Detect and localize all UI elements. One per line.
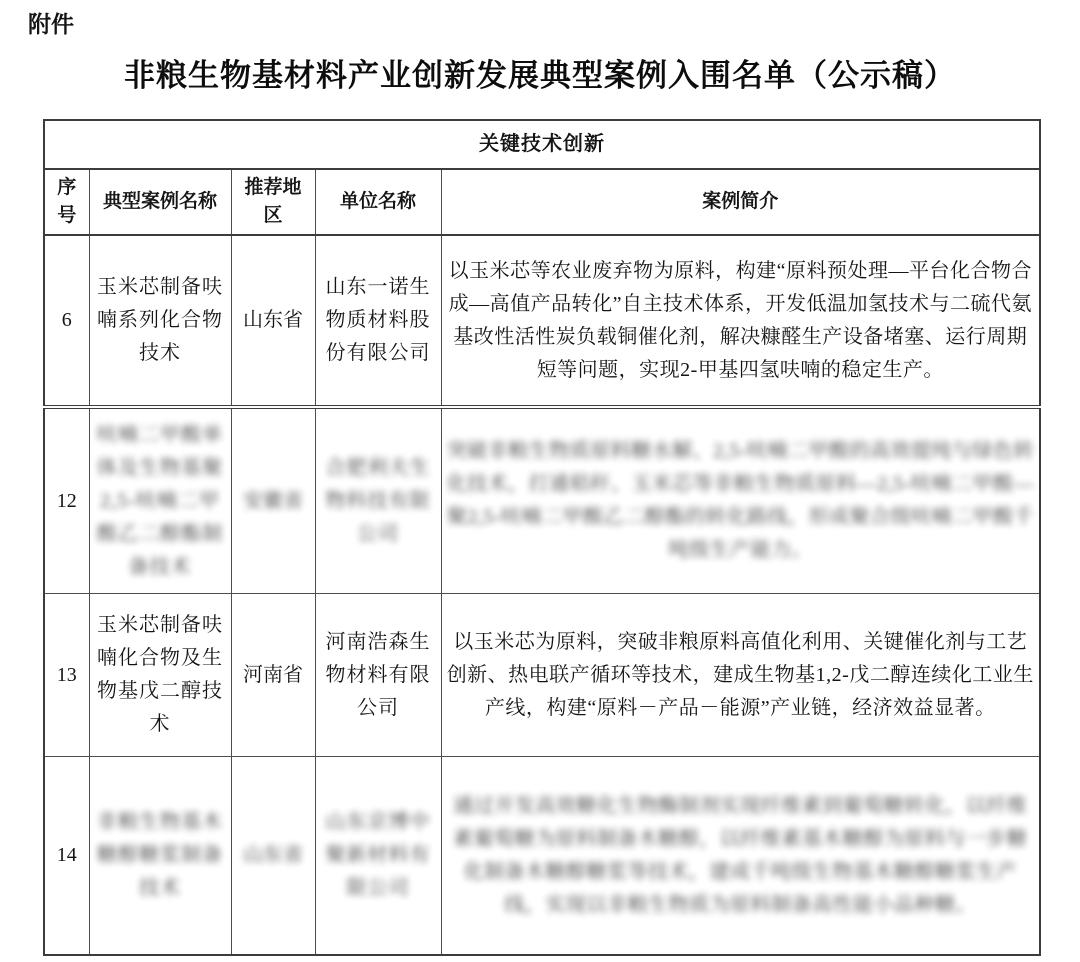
case-region: 山东省 bbox=[231, 235, 315, 407]
case-org: 河南浩森生物材料有限公司 bbox=[315, 594, 441, 757]
col-header-org: 单位名称 bbox=[315, 169, 441, 235]
case-region: 河南省 bbox=[231, 594, 315, 757]
table-section-header: 关键技术创新 bbox=[44, 120, 1040, 169]
page-title: 非粮生物基材料产业创新发展典型案例入围名单（公示稿） bbox=[124, 58, 956, 93]
attachment-label: 附件 bbox=[28, 11, 74, 37]
case-intro: 以玉米芯为原料，突破非粮原料高值化利用、关键催化剂与工艺创新、热电联产循环等技术，建成生物基1,2-戊二醇连续化工业生产线，构建“原料－产品－能源”产业链，经济效益显著。 bbox=[441, 594, 1040, 757]
case-name-blurred: 非粮生物基木糖醇糖浆制备技术 bbox=[89, 757, 231, 956]
case-number: 13 bbox=[44, 594, 89, 757]
case-name: 玉米芯制备呋喃化合物及生物基戊二醇技术 bbox=[89, 594, 231, 757]
case-number: 6 bbox=[44, 235, 89, 407]
col-header-region: 推荐地区 bbox=[231, 169, 315, 235]
case-number: 12 bbox=[44, 407, 89, 594]
case-region-blurred: 山东省 bbox=[231, 757, 315, 956]
case-intro-blurred: 通过开发高效糖化生物酶制剂实现纤维素到葡萄糖转化，以纤维素葡萄糖为原料制备木糖醇，以纤维素基木糖醇为原料与一步糖化制备木糖醇糖浆等技术，建成千吨级生物基木糖醇糖浆生产线，实现以非粮生物质为原料制备高性能小品种糖。 bbox=[441, 757, 1040, 956]
case-org-blurred: 山东京博中聚新材料有限公司 bbox=[315, 757, 441, 956]
case-name-blurred: 呋喃二甲酸单体及生物基聚2,5-呋喃二甲酸乙二醇酯制备技术 bbox=[89, 407, 231, 594]
case-intro: 以玉米芯等农业废弃物为原料，构建“原料预处理—平台化合物合成—高值产品转化”自主技术体系，开发低温加氢技术与二硫代氨基改性活性炭负载铜催化剂，解决糠醛生产设备堵塞、运行周期短等问题，实现2-甲基四氢呋喃的稳定生产。 bbox=[441, 235, 1040, 407]
case-org: 山东一诺生物质材料股份有限公司 bbox=[315, 235, 441, 407]
col-header-case-name: 典型案例名称 bbox=[89, 169, 231, 235]
table-row bbox=[44, 235, 1040, 407]
table-row bbox=[44, 407, 1040, 594]
case-org-blurred: 合肥利夫生物科技有限公司 bbox=[315, 407, 441, 594]
case-region-blurred: 安徽省 bbox=[231, 407, 315, 594]
table-row bbox=[44, 594, 1040, 757]
table-row bbox=[44, 757, 1040, 956]
col-header-intro: 案例简介 bbox=[441, 169, 1040, 235]
case-number: 14 bbox=[44, 757, 89, 956]
case-name: 玉米芯制备呋喃系列化合物技术 bbox=[89, 235, 231, 407]
table-section-row bbox=[44, 120, 1040, 169]
cases-table bbox=[43, 119, 1041, 956]
col-header-no: 序号 bbox=[44, 169, 89, 235]
table-header-row bbox=[44, 169, 1040, 235]
case-intro-blurred: 突破非粮生物质原料糖水解、2,5-呋喃二甲酸的高效提纯与绿色转化技术，打通秸秆、玉米芯等非粮生物质原料—2,5-呋喃二甲酸—聚2,5-呋喃二甲酸乙二醇酯的转化路线，形成聚合级呋喃二甲酸千吨级生产能力。 bbox=[441, 407, 1040, 594]
